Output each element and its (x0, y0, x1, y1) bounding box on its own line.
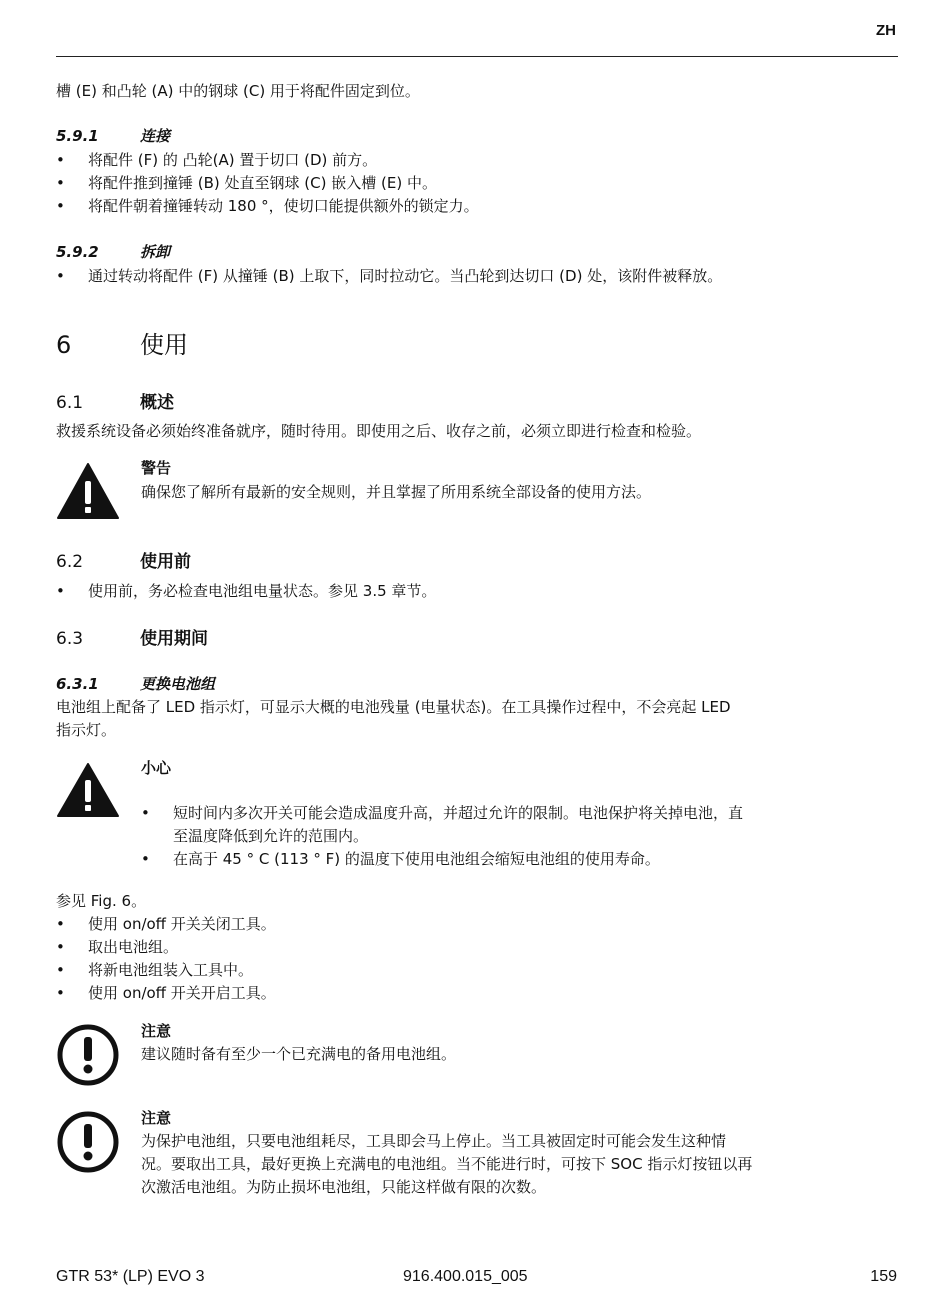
section-title: 使用期间 (140, 629, 208, 649)
section-number: 6.2 (56, 552, 84, 572)
language-code: ZH (876, 22, 896, 39)
section-number: 6.3.1 (56, 675, 99, 693)
caution-list-item: • 短时间内多次开关可能会造成温度升高，并超过允许的限制。电池保护将关掉电池，直 (141, 804, 744, 822)
list-item: • 将配件 (F) 的 凸轮(A) 置于切口 (D) 前方。 (56, 151, 378, 169)
bullet-icon: • (56, 267, 65, 285)
list-item: • 使用 on/off 开关关闭工具。 (56, 915, 276, 933)
section-number: 6.1 (56, 393, 84, 413)
bullet-icon: • (56, 197, 65, 215)
intro-paragraph: 槽 (E) 和凸轮 (A) 中的钢球 (C) 用于将配件固定到位。 (56, 82, 420, 100)
section-title: 更换电池组 (140, 675, 216, 693)
notice-exclamation-icon (56, 1023, 120, 1087)
section-number: 5.9.2 (56, 243, 99, 261)
notice-text-line: 为保护电池组，只要电池组耗尽，工具即会马上停止。当工具被固定时可能会发生这种情 (141, 1132, 727, 1150)
figure-reference: 参见 Fig. 6。 (56, 892, 147, 910)
list-item: • 通过转动将配件 (F) 从撞锤 (B) 上取下，同时拉动它。当凸轮到达切口 (D) 处，该附件被释放。 (56, 267, 723, 285)
warning-triangle-icon (56, 462, 120, 520)
notice-text: 建议随时备有至少一个已充满电的备用电池组。 (141, 1045, 457, 1063)
caution-list-item-continuation: 至温度降低到允许的范围内。 (173, 827, 369, 845)
notice-label: 注意 (141, 1022, 172, 1040)
bullet-icon: • (56, 174, 65, 192)
caution-list-item: • 在高于 45 ° C (113 ° F) 的温度下使用电池组会缩短电池组的使用寿命。 (141, 850, 660, 868)
chapter-title: 使用 (140, 331, 188, 359)
page-number: 159 (870, 1268, 897, 1285)
section-title: 使用前 (140, 552, 191, 572)
footer-model: GTR 53* (LP) EVO 3 (56, 1268, 205, 1285)
bullet-icon: • (56, 984, 65, 1002)
list-item: • 将配件朝着撞锤转动 180 °，使切口能提供额外的锁定力。 (56, 197, 479, 215)
list-item: • 将配件推到撞锤 (B) 处直至钢球 (C) 嵌入槽 (E) 中。 (56, 174, 437, 192)
section-number: 5.9.1 (56, 127, 99, 145)
section-heading-6-1 (56, 391, 174, 415)
header-divider (56, 56, 898, 57)
list-item: • 使用前，务必检查电池组电量状态。参见 3.5 章节。 (56, 582, 437, 600)
caution-triangle-icon (56, 762, 120, 818)
section-title: 概述 (140, 393, 174, 413)
bullet-icon: • (141, 850, 150, 868)
battery-paragraph-line: 电池组上配备了 LED 指示灯，可显示大概的电池残量 (电量状态)。在工具操作过程中，不会亮起 LED (56, 698, 731, 716)
bullet-icon: • (56, 151, 65, 169)
section-number: 6.3 (56, 629, 84, 649)
chapter-number: 6 (56, 331, 72, 359)
overview-paragraph: 救援系统设备必须始终准备就序，随时待用。即使用之后、收存之前，必须立即进行检查和检验。 (56, 422, 702, 440)
bullet-icon: • (141, 804, 150, 822)
notice-text-line: 次激活电池组。为防止损坏电池组，只能这样做有限的次数。 (141, 1178, 547, 1196)
section-heading-6-3 (56, 627, 208, 651)
bullet-icon: • (56, 938, 65, 956)
section-heading-6-3-1 (56, 673, 215, 695)
section-heading-5-9-1 (56, 125, 170, 147)
section-title: 拆卸 (140, 243, 171, 261)
notice-label: 注意 (141, 1109, 172, 1127)
section-heading-5-9-2 (56, 241, 170, 263)
section-heading-6-2 (56, 550, 191, 574)
notice-text-line: 况。要取出工具，最好更换上充满电的电池组。当不能进行时，可按下 SOC 指示灯按钮以再 (141, 1155, 753, 1173)
battery-paragraph-line: 指示灯。 (56, 721, 117, 739)
list-item: • 将新电池组装入工具中。 (56, 961, 254, 979)
caution-label: 小心 (141, 759, 172, 777)
notice-exclamation-icon (56, 1110, 120, 1174)
bullet-icon: • (56, 915, 65, 933)
footer-doc-number: 916.400.015_005 (403, 1268, 528, 1285)
bullet-icon: • (56, 582, 65, 600)
bullet-icon: • (56, 961, 65, 979)
warning-label: 警告 (141, 459, 172, 477)
section-title: 连接 (140, 127, 171, 145)
list-item: • 使用 on/off 开关开启工具。 (56, 984, 276, 1002)
chapter-heading-6 (56, 328, 188, 362)
warning-text: 确保您了解所有最新的安全规则，并且掌握了所用系统全部设备的使用方法。 (141, 483, 652, 501)
list-item: • 取出电池组。 (56, 938, 179, 956)
